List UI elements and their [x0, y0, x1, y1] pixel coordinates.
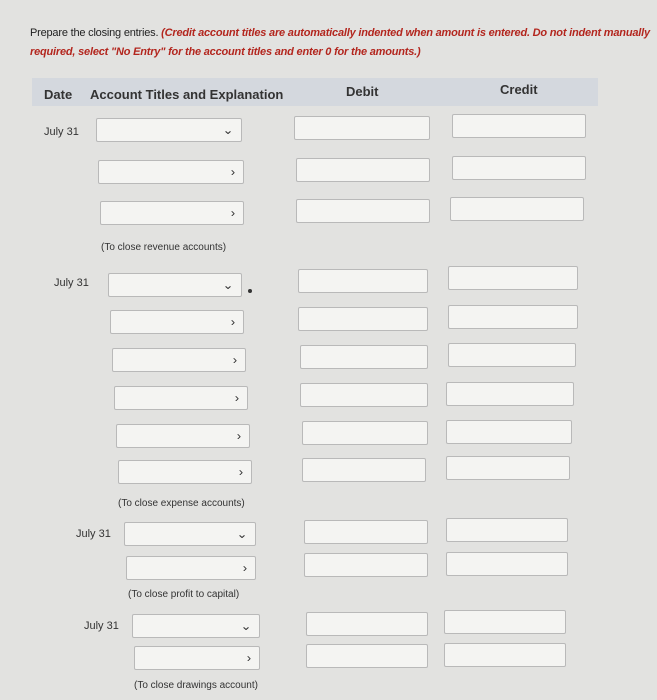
credit-input[interactable] — [444, 643, 566, 667]
cursor-dot — [248, 289, 252, 293]
credit-input[interactable] — [452, 156, 586, 180]
chevron-down-icon: › — [230, 165, 236, 179]
debit-input[interactable] — [302, 458, 426, 482]
account-select[interactable] — [134, 646, 260, 670]
credit-input[interactable] — [450, 197, 584, 221]
account-select[interactable] — [118, 460, 252, 484]
debit-input[interactable] — [306, 644, 428, 668]
account-select[interactable] — [110, 310, 244, 334]
chevron-down-icon: › — [238, 465, 244, 479]
debit-input[interactable] — [306, 612, 428, 636]
credit-input[interactable] — [448, 266, 578, 290]
instructions — [30, 24, 657, 62]
chevron-down-icon: › — [246, 651, 252, 665]
instructions-note: (Credit account titles are automatically indented when amount is entered. Do not indent manually — [161, 27, 650, 39]
entry-explanation: (To close profit to capital) — [128, 589, 240, 600]
chevron-down-icon: ⌄ — [222, 123, 234, 137]
account-select[interactable] — [98, 160, 244, 184]
chevron-down-icon: › — [230, 315, 236, 329]
header-date: Date — [44, 87, 73, 102]
chevron-down-icon: ⌄ — [240, 619, 252, 633]
credit-input[interactable] — [446, 552, 568, 576]
entry-date: July 31 — [84, 620, 119, 632]
credit-input[interactable] — [446, 518, 568, 542]
chevron-down-icon: ⌄ — [236, 527, 248, 541]
account-select[interactable] — [100, 201, 244, 225]
credit-input[interactable] — [452, 114, 586, 138]
credit-input[interactable] — [446, 456, 570, 480]
header-account: Account Titles and Explanation — [90, 87, 284, 102]
debit-input[interactable] — [298, 269, 428, 293]
credit-input[interactable] — [448, 343, 576, 367]
account-select[interactable] — [124, 522, 256, 546]
entry-explanation: (To close revenue accounts) — [101, 242, 227, 253]
account-select[interactable] — [116, 424, 250, 448]
instructions-note-2: required, select "No Entry" for the account titles and enter 0 for the amounts.) — [30, 46, 421, 58]
instructions-lead: Prepare the closing entries. — [30, 27, 162, 39]
chevron-down-icon: › — [242, 561, 248, 575]
credit-input[interactable] — [448, 305, 578, 329]
credit-input[interactable] — [444, 610, 566, 634]
chevron-down-icon: ⌄ — [222, 278, 234, 292]
debit-input[interactable] — [296, 199, 430, 223]
entry-date: July 31 — [54, 277, 89, 289]
account-select[interactable] — [96, 118, 242, 142]
account-select[interactable] — [112, 348, 246, 372]
entry-date: July 31 — [44, 126, 79, 138]
account-select[interactable] — [126, 556, 256, 580]
entry-explanation: (To close expense accounts) — [118, 498, 245, 509]
header-credit: Credit — [500, 82, 538, 97]
account-select[interactable] — [108, 273, 242, 297]
account-select[interactable] — [132, 614, 260, 638]
debit-input[interactable] — [300, 345, 428, 369]
debit-input[interactable] — [300, 383, 428, 407]
chevron-down-icon: › — [232, 353, 238, 367]
account-select[interactable] — [114, 386, 248, 410]
credit-input[interactable] — [446, 382, 574, 406]
entry-date: July 31 — [76, 528, 111, 540]
entry-explanation: (To close drawings account) — [134, 680, 258, 691]
debit-input[interactable] — [296, 158, 430, 182]
chevron-down-icon: › — [230, 206, 236, 220]
debit-input[interactable] — [302, 421, 428, 445]
debit-input[interactable] — [304, 553, 428, 577]
chevron-down-icon: › — [236, 429, 242, 443]
debit-input[interactable] — [304, 520, 428, 544]
debit-input[interactable] — [294, 116, 430, 140]
debit-input[interactable] — [298, 307, 428, 331]
credit-input[interactable] — [446, 420, 572, 444]
header-debit: Debit — [346, 84, 379, 99]
chevron-down-icon: › — [234, 391, 240, 405]
